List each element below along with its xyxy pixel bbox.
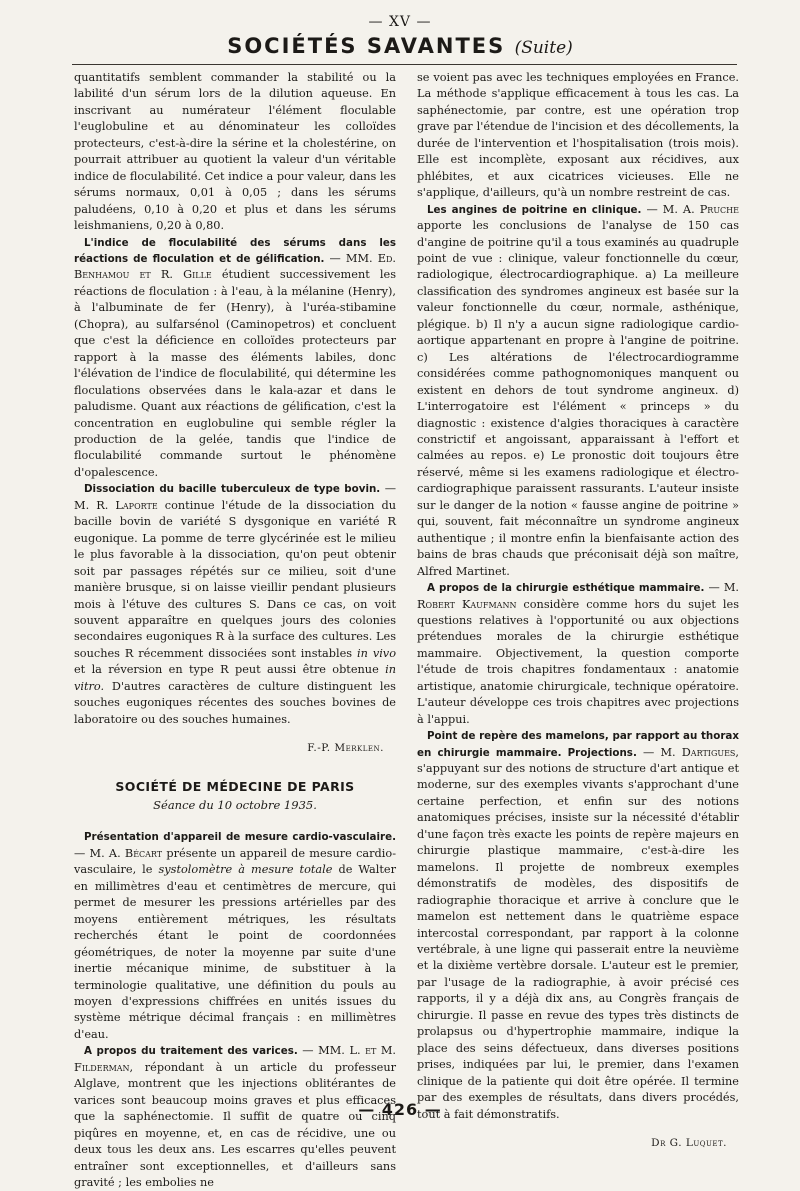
section-heading: Présentation d'appareil de mesure cardio-vasculaire. [84,831,396,844]
left-column [74,70,396,1191]
paragraph: quantitatifs semblent commander la stabilité ou la labilité d'un sérum lors de la dilution aqueuse. En inscrivant au numérateur l'élément floculable l'euglobuline et au dénominateur les colloïdes protecteurs, c'est-à-dire la sérine et la cholestérine, on pourrait attribuer au quotient la valeur d'un véritable indice de floculabilité. Cet indice a pour valeur, dans les sérums normaux, 0,01 à 0,05 ; dans les sérums paludéens, 0,10 à 0,20 et plus et dans les sérums leishmaniens, 0,20 à 0,80. [74,71,396,233]
paragraph: Point de repère des mamelons, par rapport au thorax en chirurgie mammaire. Projections. — M. Dartigues, s'appuyant sur des notions de structure d'art antique et moderne, sur des exemples vivants s'approchant d'une certaine perfection, et enfin sur des notions anatomiques précises, insiste sur la nécessité d'établir d'une façon très exacte les points de repère majeurs en chirurgie plastique mammaire, c'est-à-dire les mamelons. Il projette de nombreux exemples démonstratifs de modèles, des dispositifs de radiographie thoracique et arrive à conclure que le mamelon est nettement dans le quatrième espace intercostal correspondant, par rapport à la colonne vertébrale, à une ligne qui passerait entre la neuvième et la dixième vertèbre dorsale. L'auteur est le premier, par l'usage de la radiographie, à avoir précisé ces rapports, il y a déjà dix ans, au Congrès français de chirurgie. Il passe en revue des types très distincts de prolapsus ou d'hypertrophie mammaire, indique la place des seins défectueux, dans diverses positions prises, indiquées par lui, le premier, dans l'examen clinique de la patiente qui doit être opérée. Il termine par des exemples de résultats, dans divers procédés, tout à fait démonstratifs. [417,730,739,1121]
paragraph: se voient pas avec les techniques employées en France. La méthode s'applique efficacement à tous les cas. La saphénectomie, par contre, est une opération trop grave par l'étendue de l'incision et des décollements, la durée de l'intervention et l'hospitalisation (trois mois). Elle est incomplète, exposant aux récidives, aux phlébites, et aux cicatrices vicieuses. Elle ne s'applique, d'ailleurs, qu'à un nombre restreint de cas. [417,71,739,200]
section-heading: Point de repère des mamelons, par rapport au thorax en chirurgie mammaire. Projections. [417,730,739,759]
paragraph: Les angines de poitrine en clinique. — M. A. Pruche apporte les conclusions de l'analyse de 150 cas d'angine de poitrine qu'il a tous examinés au quadruple point de vue : clinique, valeur fonctionnelle du cœur, radiologique, électrocardiographique. a) La meilleure classification des syndromes angineux est basée sur la valeur fonctionnelle du cœur, normale, asthénique, plégique. b) Il n'y a aucun signe radiologique cardio-aortique appartenant en propre à l'angine de poitrine. c) Les altérations de l'électrocardiogramme considérées comme pathognomoniques manquent ou existent en dehors de tout syndrome angineux. d) L'interrogatoire est l'élément « princeps » du diagnostic : existence d'algies thoraciques à caractère constrictif et angoissant, apparaissant à l'effort et calmées au repos. e) Le pronostic doit toujours être réservé, même si les examens radiologique et électro-cardiographique paraissent rassurants. L'auteur insiste sur le danger de la notion « fausse angine de poitrine » qui, souvent, fait méconnaître un syndrome angineux authentique ; il montre enfin la bienfaisante action des bains de bras chauds que préconisait déjà son maître, Alfred Martinet. [417,202,739,578]
paragraph-body: répondant à un article du professeur Alglave, montrent que les injections oblitérantes de varices sont beaucoup moins graves et plus efficaces que la saphénectomie. Il suffit de quatre ou cinq piqûres en moyenne, et, en cas de récidive, une ou deux tous les deux ans. Les escarres qu'elles peuvent entraîner sont exceptionnelles, et d'ailleurs sans gravité ; les embolies ne [74,1060,396,1189]
page-number: — 426 — [358,1100,442,1119]
signature: Dr G. Luquet. [651,1137,727,1149]
header-rule [72,64,737,65]
author-names: MM. Ed. Benhamou et R. Gille [74,251,396,282]
paragraph-body: apporte les conclusions de l'analyse de 150 cas d'angine de poitrine qu'il a tous examinés au quadruple point de vue : clinique, valeur fonctionnelle du cœur, radiologique, électrocardiographique. a) La meilleure classification des syndromes angineux est basée sur la valeur fonctionnelle du cœur, normale, asthénique, plégique. b) Il n'y a aucun signe radiologique cardio-aortique appartenant en propre à l'angine de poitrine. c) Les altérations de l'électrocardiogramme considérées comme pathognomoniques manquent ou existent en dehors de tout syndrome angineux. d) L'interrogatoire est l'élément « princeps » du diagnostic : existence d'algies thoraciques à caractère constrictif et angoissant, apparaissant à l'effort et calmées au repos. e) Le pronostic doit toujours être réservé, même si les examens radiologique et électro-cardiographique paraissent rassurants. L'auteur insiste sur le danger de la notion « fausse angine de poitrine » qui, souvent, fait méconnaître un syndrome angineux authentique ; il montre enfin la bienfaisante action des bains de bras chauds que préconisait déjà son maître, Alfred Martinet. [417,219,739,578]
session-date: Séance du 10 octobre 1935. [153,798,317,813]
running-head-suite: (Suite) [514,38,573,58]
right-column [417,70,739,1151]
running-head-title: SOCIÉTÉS SAVANTES [227,34,506,58]
paragraph-body: de Walter en millimètres d'eau et centimètres de mercure, qui permet de mesurer les pressions artérielles par des moyens entièrement métriques, les résultats recherchés étant le point de coordonnées géométriques, de noter la moyenne par suite d'une inertie mécanique minime, de substituer à la terminologie qualitative, une définition du pouls au moyen d'expressions chiffrées en unités issues du système métrique décimal français : en millimètres d'eau. [74,863,397,1041]
signature: F.-P. Merklen. [307,742,384,755]
paragraph-body: et la réversion en type R peut aussi être obtenue [74,663,379,677]
author-names: M. A. Bécart [89,846,163,860]
section-heading: A propos du traitement des varices. [84,1045,298,1058]
latin-term: in vivo [357,646,396,660]
paragraph-body: continue l'étude de la dissociation du bacille bovin de variété S dysgonique en variété R eugonique. La pomme de terre glycérinée est le milieu le plus favorable à la dissociation, qu'on peut obtenir soit par passages répétés sur ce milieu, soit d'une manière brusque, si on laisse vieillir pendant plusieurs mois à l'étuve des cultures S. Dans ce cas, on voit souvent apparaître en quelques jours des colonies secondaires eugoniques R à la surface des cultures. Les souches R récemment dissociées sont instables [74,498,396,660]
section-heading: L'indice de floculabilité des sérums dans les réactions de floculation et de gélification. [74,236,396,265]
paragraph: L'indice de floculabilité des sérums dans les réactions de floculation et de gélification. — MM. Ed. Benhamou et R. Gille étudient successivement les réactions de floculation : à l'eau, à la mélanine (Henry), à l'albuminate de fer (Henry), à l'uréa-stibamine (Chopra), au sulfarsénol (Caminopetros) et concluent que c'est la déficience en colloïdes protecteurs par rapport à la masse des éléments labiles, donc l'élévation de l'indice de floculabilité, qui détermine les floculations observées dans le kala-azar et dans le paludisme. Quant aux réactions de gélification, c'est la concentration en euglobuline qui semble régler la production de la gelée, tandis que l'indice de floculabilité commande surtout le phénomène d'opalescence. [74,236,396,479]
paragraph: Présentation d'appareil de mesure cardio-vasculaire. — M. A. Bécart présente un appareil de mesure cardio-vasculaire, le systolomètre à mesure totale de Walter en millimètres d'eau et centimètres de mercure, qui permet de mesurer les pressions artérielles par des moyens entièrement métriques, les résultats recherchés étant le point de coordonnées géométriques, de noter la moyenne par suite d'une inertie mécanique minime, de substituer à la terminologie qualitative, une définition du pouls au moyen d'expressions chiffrées en unités issues du système métrique décimal français : en millimètres d'eau. [74,831,397,1041]
paragraph-body: étudient successivement les réactions de floculation : à l'eau, à la mélanine (Henry), à l'albuminate de fer (Henry), à l'uréa-stibamine (Chopra), au sulfarsénol (Caminopetros) et concluent que c'est la déficience en colloïdes protecteurs par rapport à la masse des éléments labiles, donc l'élévation de l'indice de floculabilité, qui détermine les floculations observées dans le kala-azar et dans le paludisme. Quant aux réactions de gélification, c'est la concentration en euglobuline qui semble régler la production de la gelée, tandis que l'indice de floculabilité commande surtout le phénomène d'opalescence. [74,268,396,479]
author-names: M. Robert Kaufmann [417,581,739,611]
running-head [0,34,800,58]
author-names: M. R. Laporte [74,498,158,512]
paragraph: Dissociation du bacille tuberculeux de type bovin. — M. R. Laporte continue l'étude de la dissociation du bacille bovin de variété S dysgonique en variété R eugonique. La pomme de terre glycérinée est le milieu le plus favorable à la dissociation, qu'on peut obtenir soit par passages répétés sur ce milieu, soit d'une manière brusque, si on laisse vieillir pendant plusieurs mois à l'étuve des cultures S. Dans ce cas, on voit souvent apparaître en quelques jours des colonies secondaires eugoniques R à la surface des cultures. Les souches R récemment dissociées sont instables in vivo et la réversion en type R peut aussi être obtenue in vitro. D'autres caractères de culture distinguent les souches eugoniques récentes des souches bovines de laboratoire ou des souches humaines. [74,482,396,726]
paragraph-body: s'appuyant sur des notions de structure d'art antique et moderne, sur des exemples vivants s'approchant d'une certaine perfection, et enfin sur des notions anatomiques précises, insiste sur la nécessité d'établir d'une façon très exacte les points de repère majeurs en chirurgie plastique mammaire, c'est-à-dire les mamelons. Il projette de nombreux exemples démonstratifs de modèles, des dispositifs de radiographie thoracique et arrive à conclure que le mamelon est nettement dans le quatrième espace intercostal correspondant, par rapport à la colonne vertébrale, à une ligne qui passerait entre la neuvième et la dixième vertèbre dorsale. L'auteur est le premier, par l'usage de la radiographie, à avoir précisé ces rapports, il y a déjà dix ans, au Congrès français de chirurgie. Il passe en revue des types très distincts de prolapsus ou d'hypertrophie mammaire, indique la place des seins défectueux, dans diverses positions prises, indiquées par lui, le premier, dans l'examen clinique de la patiente qui doit être opérée. Il termine par des exemples de résultats, dans divers procédés, tout à fait démonstratifs. [417,762,739,1121]
device-name: systolomètre à mesure totale [158,863,333,877]
author-names: MM. L. et M. Filderman, [74,1044,396,1074]
roman-folio: — XV — [368,14,432,30]
author-names: M. A. Pruche [662,202,739,216]
latin-term: in vitro. [74,663,396,693]
section-heading: A propos de la chirurgie esthétique mammaire. [427,582,705,595]
section-heading: Dissociation du bacille tuberculeux de type bovin. [84,483,381,496]
paragraph-body: D'autres caractères de culture distinguent les souches eugoniques récentes des souches bovines de laboratoire ou des souches humaines. [74,679,396,726]
society-title: SOCIÉTÉ DE MÉDECINE DE PARIS [115,778,355,794]
paragraph-body: présente un appareil de mesure cardio-vasculaire, le [74,846,397,877]
paragraph: A propos de la chirurgie esthétique mammaire. — M. Robert Kaufmann considère comme hors du sujet les questions relatives à l'opportunité ou aux objections prétendues morales de la chirurgie esthétique mammaire. Objectivement, la question comporte l'étude de trois chapitres fondamentaux : anatomie artistique, anatomie chirurgicale, technique opératoire. L'auteur développe ces trois chapitres avec projections à l'appui. [417,581,739,726]
paragraph: A propos du traitement des varices. — MM. L. et M. Filderman, répondant à un article du professeur Alglave, montrent que les injections oblitérantes de varices sont beaucoup moins graves et plus efficaces que la saphénectomie. Il suffit de quatre ou cinq piqûres en moyenne, et, en cas de récidive, une ou deux tous les deux ans. Les escarres qu'elles peuvent entraîner sont exceptionnelles, et d'ailleurs sans gravité ; les embolies ne [74,1044,396,1189]
author-names: M. Dartigues, [660,745,739,759]
paragraph-body: considère comme hors du sujet les questions relatives à l'opportunité ou aux objections prétendues morales de la chirurgie esthétique mammaire. Objectivement, la question comporte l'étude de trois chapitres fondamentaux : anatomie artistique, anatomie chirurgicale, technique opératoire. L'auteur développe ces trois chapitres avec projections à l'appui. [417,597,739,726]
section-heading: Les angines de poitrine en clinique. [427,203,642,216]
